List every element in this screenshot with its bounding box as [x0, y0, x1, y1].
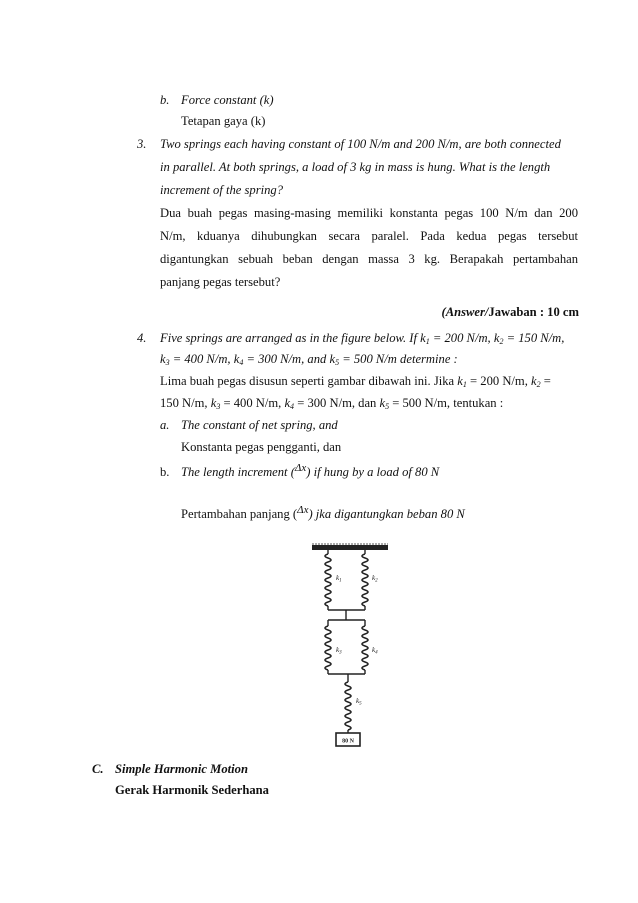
k1-sub: 1 [425, 337, 430, 346]
q4-en-text: k [160, 352, 166, 366]
q4-id-line1 [160, 373, 578, 389]
q4-number: 4. [137, 331, 147, 345]
section-c-title-en: Simple Harmonic Motion [115, 762, 248, 776]
k5-sub: 5 [385, 402, 390, 411]
k-symbol: k [457, 374, 463, 388]
k2-sub: 2 [536, 380, 541, 389]
k1-sub: 1 [462, 380, 467, 389]
q4-en-text: Five springs are arranged as in the figure below. If k [160, 331, 426, 345]
q3-en-line2: in parallel. At both springs, a load of 3 kg in mass is hung. What is the length [160, 160, 551, 174]
q3-id-line4: panjang pegas tersebut? [160, 275, 281, 289]
q4-part-b-id-text: Pertambahan panjang ( [181, 507, 298, 521]
k2-label: $k_2$ [372, 574, 378, 584]
ceiling-support [312, 545, 388, 550]
k4-sub: 4 [290, 402, 295, 411]
q3-answer [442, 304, 580, 320]
spring-k3 [325, 626, 331, 670]
q4-en-text: = 300 N/m, and k [243, 352, 336, 366]
q3-answer-en: (Answer/ [441, 305, 489, 319]
q4-id-text: = [540, 374, 551, 388]
section-c-title-id: Gerak Harmonik Sederhana [115, 783, 269, 797]
k-symbol: k [379, 396, 386, 410]
q4-part-b-en-text: ) if hung by a load of 80 N [306, 465, 440, 479]
item-b-marker: b. [160, 93, 170, 107]
q3-answer-id: Jawaban : 10 cm [488, 305, 579, 319]
load-label: 80 N [342, 738, 354, 745]
q3-number: 3. [137, 137, 147, 151]
q4-en-line1 [160, 330, 564, 346]
q3-id-line2: N/m, kduanya dihubungkan secara paralel. Pada kedua pegas tersebut [160, 229, 578, 243]
q4-en-text: = 500 N/m determine : [339, 352, 458, 366]
q3-en-line1: Two springs each having constant of 100 N/m and 200 N/m, are both connected [160, 137, 561, 151]
k5-label: $k_5$ [356, 697, 362, 707]
item-b-title-en: Force constant (k) [181, 93, 274, 107]
q4-en-text: = 200 N/m, k [429, 331, 500, 345]
q4-id-text: = 300 N/m, dan [294, 396, 380, 410]
delta-x-symbol: Δx [294, 462, 307, 474]
q4-part-a-id: Konstanta pegas pengganti, dan [181, 440, 342, 454]
spring-k2 [362, 554, 368, 606]
spring-system-figure [298, 540, 398, 750]
section-c-marker: C. [92, 762, 104, 776]
k4-label: $k_4$ [372, 646, 378, 656]
q4-part-a-marker: a. [160, 418, 170, 432]
k3-sub: 3 [165, 358, 170, 367]
q3-en-line3: increment of the spring? [160, 183, 284, 197]
q4-id-text: = 200 N/m, [466, 374, 532, 388]
q4-part-b-marker: b. [160, 465, 170, 479]
k5-sub: 5 [335, 358, 340, 367]
q3-id-line3: digantungkan sebuah beban dengan massa 3 kg. Berapakah pertambahan [160, 252, 578, 266]
q4-part-b-id [181, 506, 465, 523]
k-symbol: k [531, 374, 537, 388]
q4-en-text: = 400 N/m, k [169, 352, 240, 366]
k-symbol: k [210, 396, 217, 410]
spring-k4 [362, 626, 368, 670]
q4-id-text: 150 N/m, [160, 396, 211, 410]
k2-sub: 2 [499, 337, 504, 346]
spring-k5 [345, 682, 351, 730]
q4-en-text: = 150 N/m, [503, 331, 565, 345]
q4-en-line2 [160, 351, 458, 367]
k-symbol: k [284, 396, 291, 410]
k1-label: $k_1$ [336, 574, 342, 584]
k4-sub: 4 [239, 358, 244, 367]
q4-part-b-en [181, 464, 439, 481]
q4-id-text: = 400 N/m, [220, 396, 285, 410]
q3-id-line1: Dua buah pegas masing-masing memiliki konstanta pegas 100 N/m dan 200 [160, 206, 578, 220]
q4-id-text: Lima buah pegas disusun seperti gambar dibawah ini. Jika [160, 374, 458, 388]
q4-id-text: = 500 N/m, tentukan : [389, 396, 504, 410]
q4-part-a-en: The constant of net spring, and [181, 418, 338, 432]
delta-x-symbol: Δx [297, 504, 309, 516]
item-b-title-id: Tetapan gaya (k) [181, 114, 266, 128]
q4-part-b-en-text: The length increment ( [181, 465, 295, 479]
q4-id-line2 [160, 395, 503, 411]
k3-label: $k_3$ [336, 646, 342, 656]
k3-sub: 3 [216, 402, 221, 411]
spring-k1 [325, 554, 331, 606]
q4-part-b-id-text: ) jka digantungkan beban 80 N [308, 507, 465, 521]
